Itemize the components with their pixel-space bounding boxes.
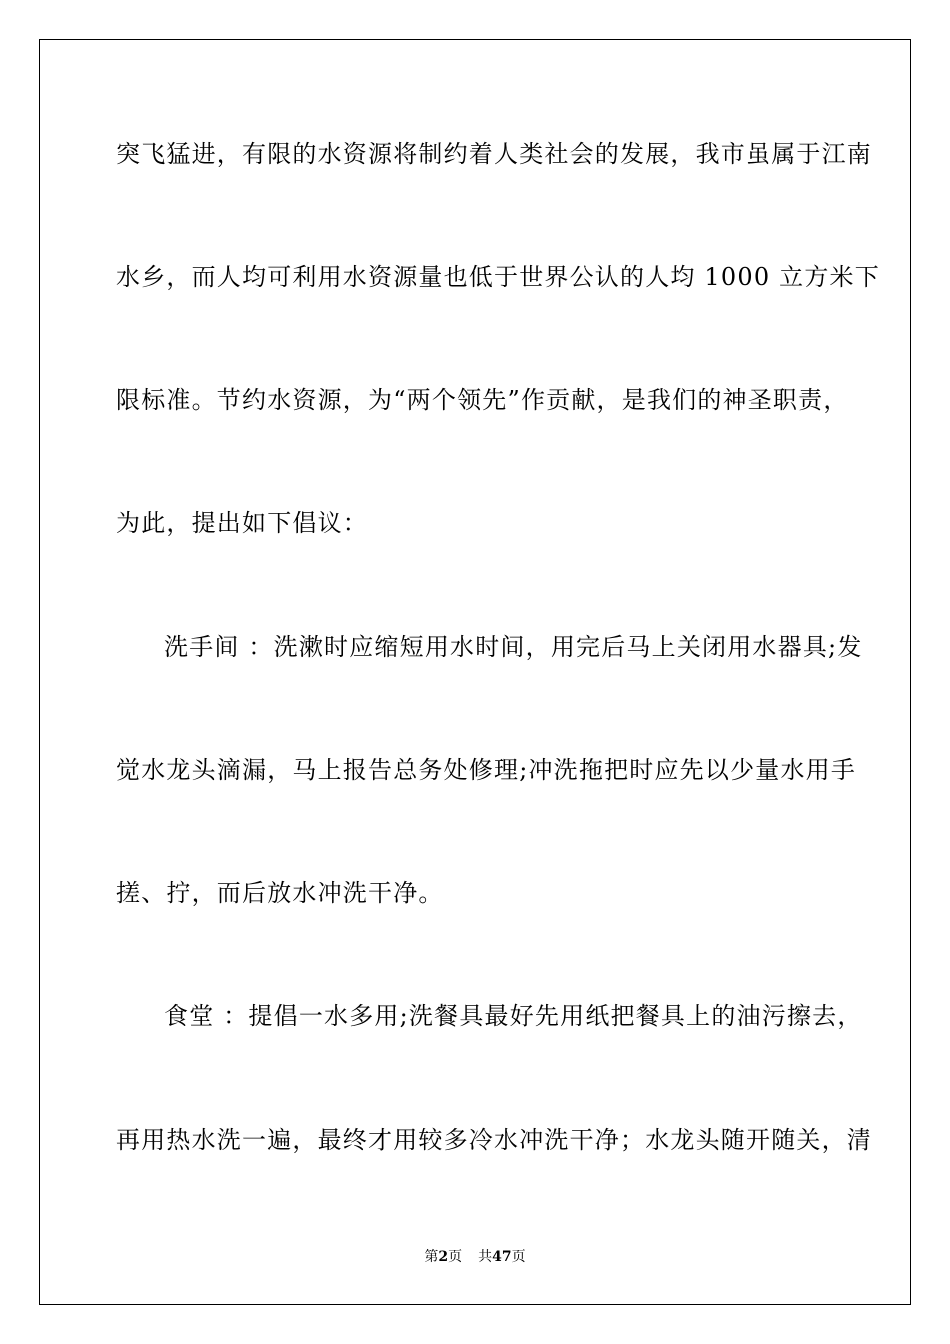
page-border — [39, 39, 911, 1305]
total-suffix: 页 — [511, 1249, 526, 1265]
body-line-2: 水乡，而人均可利用水资源量也低于世界公认的人均 1000 立方米下 — [116, 263, 880, 291]
page-footer — [0, 1248, 950, 1266]
page-prefix: 第 — [424, 1249, 439, 1265]
body-line-6: 觉水龙头滴漏，马上报告总务处修理;冲洗拖把时应先以少量水用手 — [116, 756, 857, 784]
page-number: 2 — [438, 1249, 449, 1265]
body-line-1: 突飞猛进，有限的水资源将制约着人类社会的发展，我市虽属于江南 — [116, 140, 872, 168]
body-line-3: 限标准。节约水资源，为“两个领先”作贡献，是我们的神圣职责， — [116, 386, 849, 414]
body-line-8: 食堂 ：提倡一水多用;洗餐具最好先用纸把餐具上的油污擦去， — [164, 1002, 863, 1030]
body-line-9: 再用热水洗一遍，最终才用较多冷水冲洗干净；水龙头随开随关，清 — [116, 1126, 872, 1154]
total-pages: 47 — [492, 1249, 512, 1265]
body-line-7: 搓、拧，而后放水冲洗干净。 — [116, 879, 444, 907]
body-line-4: 为此，提出如下倡议： — [116, 509, 368, 537]
total-prefix: 共 — [478, 1249, 493, 1265]
body-line-5: 洗手间 ：洗漱时应缩短用水时间，用完后马上关闭用水器具;发 — [164, 633, 863, 661]
page-suffix: 页 — [448, 1249, 463, 1265]
